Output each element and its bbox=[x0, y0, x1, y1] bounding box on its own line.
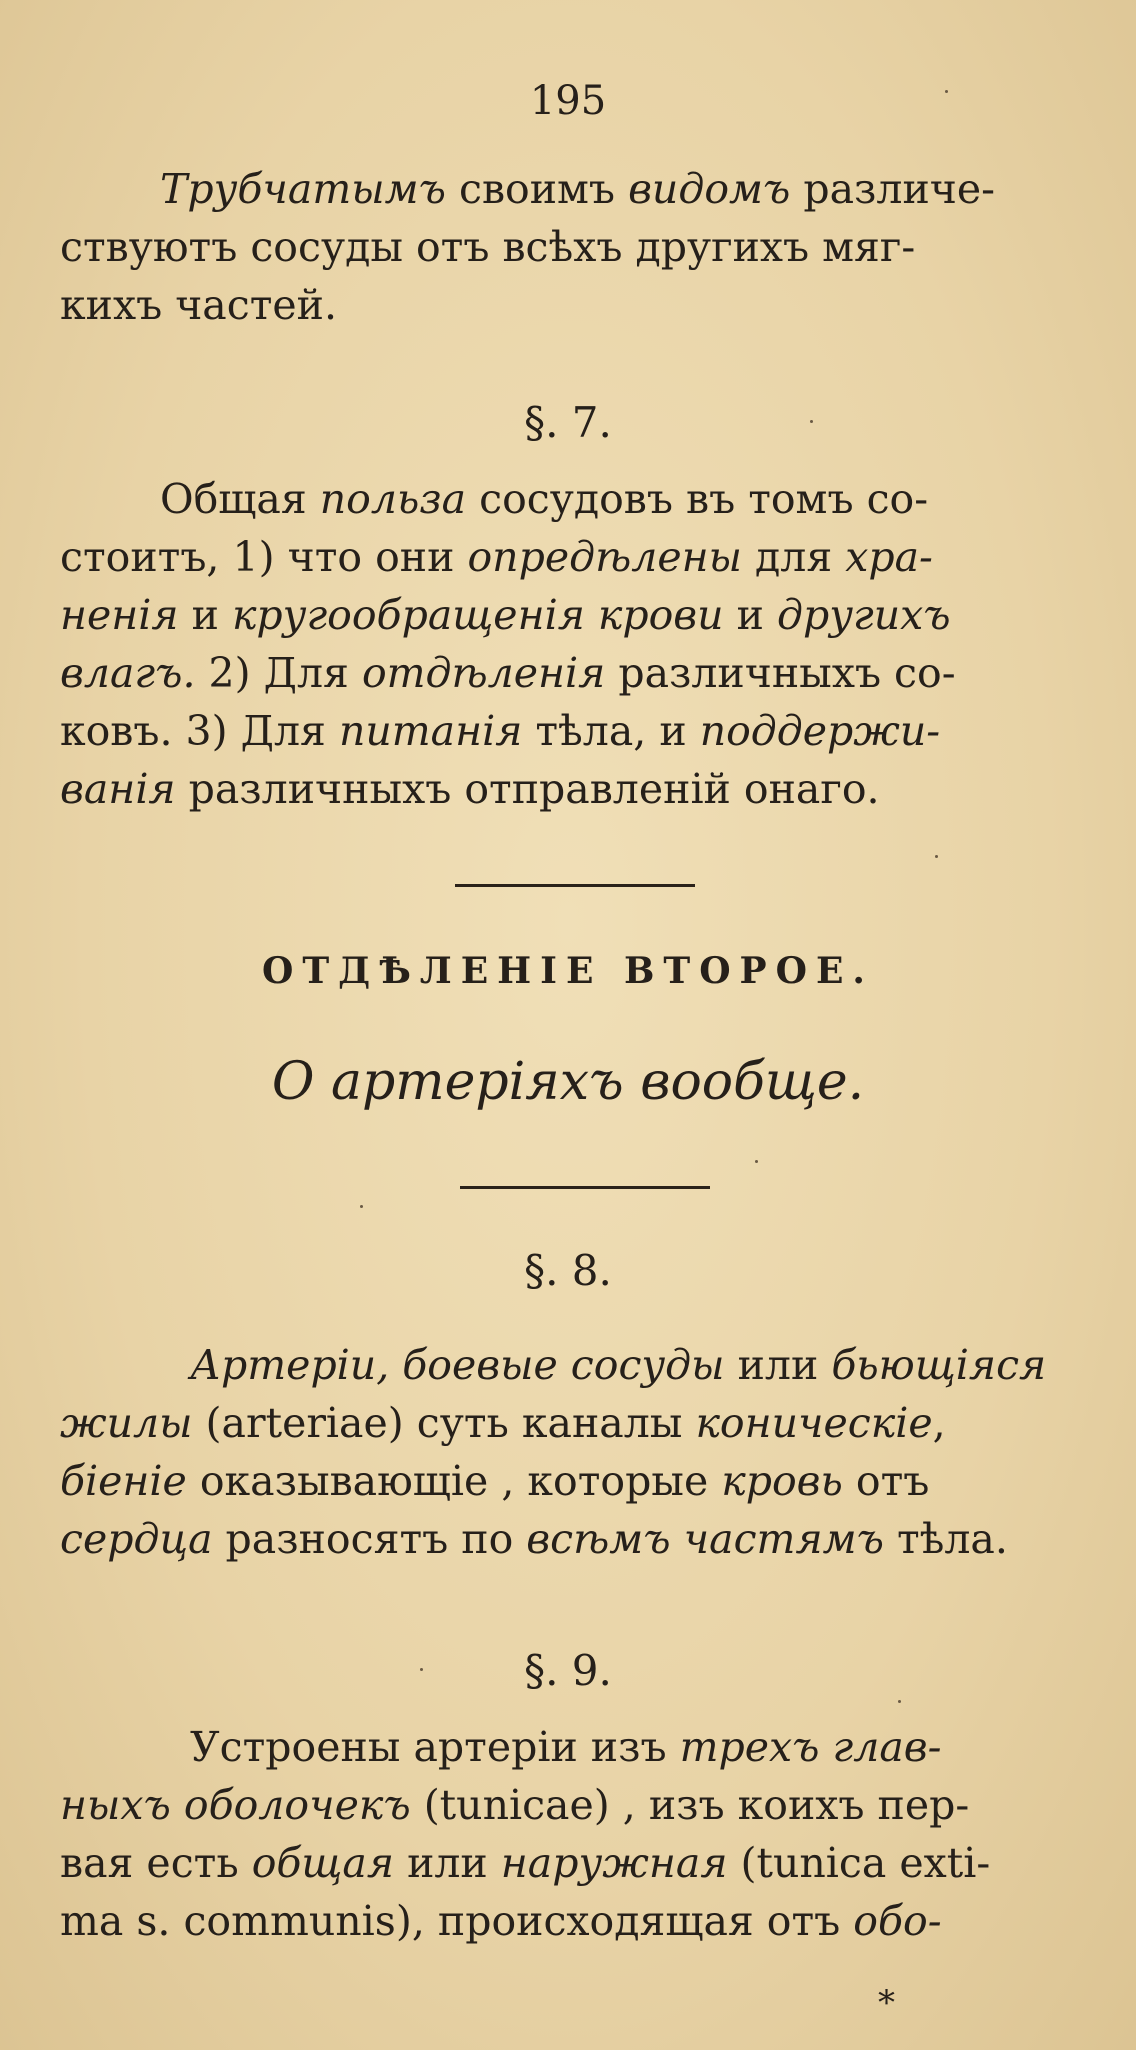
text-run: и bbox=[178, 591, 232, 639]
text-run: различныхъ отправленій онаго. bbox=[175, 765, 880, 813]
italic-term: Артеріи, боевые сосуды bbox=[190, 1341, 725, 1389]
text-run: отъ bbox=[842, 1457, 930, 1505]
paper-speck bbox=[420, 1668, 423, 1671]
text-run: Общая bbox=[160, 475, 320, 523]
text-run: различныхъ со- bbox=[605, 649, 956, 697]
paragraph-artery-structure bbox=[60, 1718, 1095, 1950]
text-run: (tunicae) , изъ коихъ пер- bbox=[410, 1781, 970, 1829]
text-run: , bbox=[932, 1399, 946, 1447]
text-run: 2) Для bbox=[195, 649, 362, 697]
text-run: тѣла, и bbox=[522, 707, 700, 755]
text-run: ma s. communis), происходящая отъ bbox=[60, 1897, 854, 1945]
paper-speck bbox=[810, 420, 813, 423]
paper-speck bbox=[360, 1205, 363, 1208]
text-run: Устроены артеріи изъ bbox=[190, 1723, 680, 1771]
italic-term: ванія bbox=[60, 765, 176, 813]
text-run: стоитъ, 1) что они bbox=[60, 533, 468, 581]
italic-term: кровь bbox=[721, 1457, 843, 1505]
page-number: 195 bbox=[529, 78, 607, 124]
italic-term: ненія bbox=[60, 591, 179, 639]
italic-term: польза bbox=[319, 475, 467, 523]
text-run: и bbox=[723, 591, 777, 639]
text-line bbox=[60, 1452, 1095, 1510]
paragraph-arteries-definition bbox=[60, 1336, 1095, 1568]
paper-speck bbox=[898, 1700, 901, 1703]
text-line bbox=[60, 586, 1095, 644]
italic-term: біеніе bbox=[60, 1457, 187, 1505]
text-line bbox=[60, 1776, 1095, 1834]
paper-speck bbox=[935, 855, 938, 858]
text-line bbox=[60, 470, 1095, 528]
text-run: различе- bbox=[790, 165, 996, 213]
chapter-heading: ОТДѢЛЕНІЕ ВТОРОЕ. bbox=[262, 950, 874, 992]
text-line bbox=[60, 1892, 1095, 1950]
chapter-subheading: О артеріяхъ вообще. bbox=[271, 1052, 865, 1112]
text-line bbox=[60, 528, 1095, 586]
italic-term: всѣмъ частямъ bbox=[526, 1515, 884, 1563]
text-run: ковъ. 3) Для bbox=[60, 707, 339, 755]
italic-term: коническіе bbox=[695, 1399, 933, 1447]
text-line bbox=[60, 1394, 1095, 1452]
text-line: ствуютъ сосуды отъ всѣхъ другихъ мяг- bbox=[60, 223, 916, 271]
section-mark-8: §. 8. bbox=[524, 1246, 612, 1295]
italic-term: опредѣлены bbox=[467, 533, 743, 581]
text-run: для bbox=[742, 533, 846, 581]
text-run: тѣла. bbox=[883, 1515, 1008, 1563]
text-line bbox=[60, 760, 1095, 818]
separator-rule bbox=[460, 1186, 710, 1189]
italic-term: общая bbox=[251, 1839, 395, 1887]
text-line bbox=[60, 702, 1095, 760]
text-run: своимъ bbox=[445, 165, 629, 213]
italic-term: другихъ bbox=[776, 591, 951, 639]
italic-term: обо- bbox=[853, 1897, 942, 1945]
paragraph-use-of-vessels bbox=[60, 470, 1095, 818]
text-line bbox=[60, 1718, 1095, 1776]
separator-rule bbox=[455, 884, 695, 887]
italic-term: ныхъ оболочекъ bbox=[60, 1781, 411, 1829]
text-line bbox=[60, 1510, 1095, 1568]
italic-term: влагъ. bbox=[60, 649, 196, 697]
italic-term: Трубчатымъ bbox=[160, 165, 446, 213]
section-mark-9: §. 9. bbox=[524, 1646, 612, 1695]
text-run: или bbox=[724, 1341, 832, 1389]
paper-speck bbox=[945, 90, 948, 93]
italic-term: трехъ глав- bbox=[679, 1723, 942, 1771]
italic-term: кругообращенія крови bbox=[231, 591, 724, 639]
italic-term: питанія bbox=[338, 707, 523, 755]
italic-term: хра- bbox=[845, 533, 933, 581]
italic-term: бьющіяся bbox=[831, 1341, 1047, 1389]
text-run: разносятъ по bbox=[212, 1515, 527, 1563]
italic-term: видомъ bbox=[628, 165, 791, 213]
text-run: (arteriae) суть каналы bbox=[192, 1399, 696, 1447]
italic-term: сердца bbox=[60, 1515, 213, 1563]
text-run: вая есть bbox=[60, 1839, 252, 1887]
italic-term: наружная bbox=[500, 1839, 728, 1887]
text-run: или bbox=[394, 1839, 501, 1887]
italic-term: отдѣленія bbox=[361, 649, 606, 697]
text-line bbox=[60, 1834, 1095, 1892]
signature-mark: * bbox=[878, 1983, 895, 2023]
paragraph-tubular-form bbox=[60, 160, 1095, 334]
text-run: сосудовъ въ томъ со- bbox=[466, 475, 929, 523]
text-line bbox=[60, 644, 1095, 702]
italic-term: жилы bbox=[60, 1399, 193, 1447]
section-mark-7: §. 7. bbox=[524, 398, 612, 447]
italic-term: поддержи- bbox=[699, 707, 941, 755]
paper-speck bbox=[755, 1160, 758, 1163]
text-line bbox=[160, 160, 1095, 218]
text-line: кихъ частей. bbox=[60, 281, 338, 329]
text-line bbox=[60, 1336, 1095, 1394]
text-run: (tunica exti- bbox=[727, 1839, 991, 1887]
text-run: оказывающіе , которые bbox=[186, 1457, 722, 1505]
